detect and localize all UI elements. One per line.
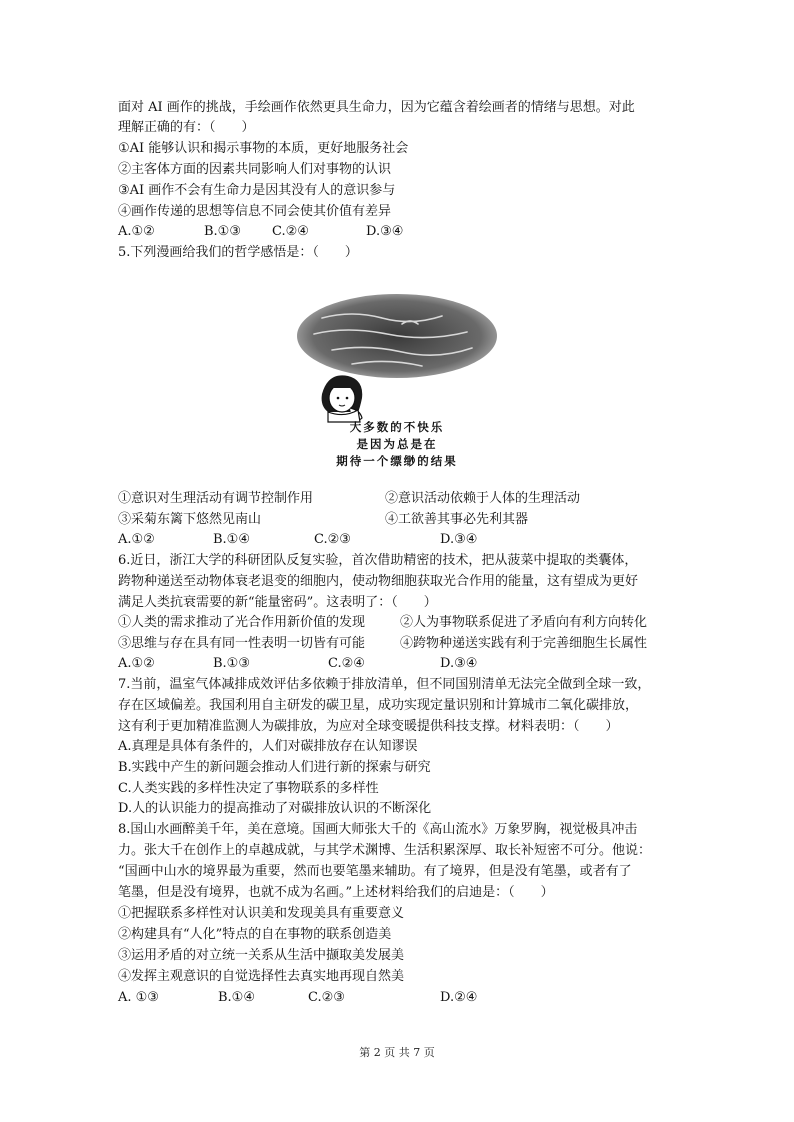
cartoon-caption-line-3: 期待一个缥缈的结果 (336, 454, 458, 468)
q5-item-3: ③采菊东篱下悠然见南山 (118, 512, 262, 527)
q8-choice-d: D.②④ (440, 990, 478, 1005)
q4-item-3: ③AI 画作不会有生命力是因其没有人的意识参与 (118, 183, 396, 198)
q7-option-b: B.实践中产生的新问题会推动人们进行新的探索与研究 (118, 760, 431, 775)
q7-option-d: D.人的认识能力的提高推动了对碳排放认识的不断深化 (118, 801, 432, 816)
q7-option-c: C.人类实践的多样性决定了事物联系的多样性 (118, 781, 379, 796)
q4-item-4: ④画作传递的思想等信息不同会使其价值有差异 (118, 204, 392, 219)
q8-item-3: ③运用矛盾的对立统一关系从生活中撷取美发展美 (118, 948, 405, 963)
q4-choice-c: C.②④ (272, 224, 309, 239)
q5-stem: 5.下列漫画给我们的哲学感悟是：（ ） (118, 245, 358, 260)
q5-choice-a: A.①② (118, 532, 155, 547)
q5-item-4: ④工欲善其事必先利其器 (385, 512, 529, 527)
q5-choice-b: B.①④ (213, 532, 250, 547)
q6-item-1: ①人类的需求推动了光合作用新价值的发现 (118, 615, 366, 630)
q4-item-2: ②主客体方面的因素共同影响人们对事物的认识 (118, 162, 392, 177)
q6-stem-line-2: 跨物种递送至动物体衰老退变的细胞内，使动物细胞获取光合作用的能量，这有望成为更好 (118, 574, 639, 589)
q8-item-1: ①把握联系多样性对认识美和发现美具有重要意义 (118, 906, 405, 921)
q6-choice-c: C.②④ (328, 656, 365, 671)
q5-choice-c: C.②③ (314, 532, 351, 547)
q4-choice-d: D.③④ (366, 224, 404, 239)
page-footer: 第 2 页 共 7 页 (359, 1046, 435, 1059)
q5-item-2: ②意识活动依赖于人体的生理活动 (385, 491, 581, 506)
q7-option-a: A.真理是具体有条件的，人们对碳排放存在认知谬误 (118, 739, 418, 754)
q6-stem-line-3: 满足人类抗衰需要的新“能量密码”。这表明了：（ ） (118, 595, 437, 610)
q4-choice-b: B.①③ (204, 224, 241, 239)
q4-item-1: ①AI 能够认识和揭示事物的本质，更好地服务社会 (118, 141, 409, 156)
q4-choice-a: A.①② (118, 224, 155, 239)
q7-stem-line-1: 7.当前，温室气体减排成效评估多依赖于排放清单，但不同国别清单无法完全做到全球一致， (118, 677, 651, 692)
q8-choice-a: A. ①③ (118, 990, 159, 1005)
cartoon-caption-line-1: 大多数的不快乐 (349, 420, 445, 434)
q4-stem-line-2: 理解正确的有：（ ） (118, 120, 255, 135)
q6-item-3: ③思维与存在具有同一性表明一切皆有可能 (118, 636, 366, 651)
q8-stem-line-2: 力。张大千在创作上的卓越成就，与其学术渊博、生活积累深厚、取长补短密不可分。他说： (118, 843, 652, 858)
q8-choice-c: C.②③ (308, 990, 345, 1005)
q6-choice-d: D.③④ (440, 656, 478, 671)
q8-item-2: ②构建具有“人化”特点的自在事物的联系创造美 (118, 927, 392, 942)
q5-choice-d: D.③④ (440, 532, 478, 547)
q7-stem-line-3: 这有利于更加精准监测人为碳排放，为应对全球变暖提供科技支撑。材料表明：（ ） (118, 719, 619, 734)
q6-stem-line-1: 6.近日，浙江大学的科研团队反复实验，首次借助精密的技术，把从菠菜中提取的类囊体， (118, 553, 638, 568)
q8-item-4: ④发挥主观意识的自觉选择性去真实地再现自然美 (118, 969, 405, 984)
q7-stem-line-2: 存在区域偏差。我国利用自主研发的碳卫星，成功实现定量识别和计算城市二氧化碳排放， (118, 698, 639, 713)
q6-item-4: ④跨物种递送实践有利于完善细胞生长属性 (400, 636, 648, 651)
q6-choice-a: A.①② (118, 656, 155, 671)
q8-choice-b: B.①④ (218, 990, 255, 1005)
q8-stem-line-1: 8.国山水画醉美千年，美在意境。国画大师张大千的《高山流水》万象罗胸，视觉极具冲击 (118, 822, 638, 837)
q6-choice-b: B.①③ (213, 656, 250, 671)
q6-item-2: ②人为事物联系促进了矛盾向有利方向转化 (400, 615, 648, 630)
q8-stem-line-3: “国画中山水的境界最为重要，然而也要笔墨来辅助。有了境界，但是没有笔墨，或者有了 (118, 864, 632, 879)
q5-item-1: ①意识对生理活动有调节控制作用 (118, 491, 314, 506)
girl-figure (322, 375, 363, 422)
q8-stem-line-4: 笔墨，但是没有境界，也就不成为名画。”上述材料给我们的启迪是：（ ） (118, 885, 554, 900)
cartoon-caption-line-2: 是因为总是在 (356, 437, 438, 451)
q4-stem-line-1: 面对 AI 画作的挑战，手绘画作依然更具生命力，因为它蕴含着绘画者的情绪与思想。对此 (118, 100, 635, 115)
